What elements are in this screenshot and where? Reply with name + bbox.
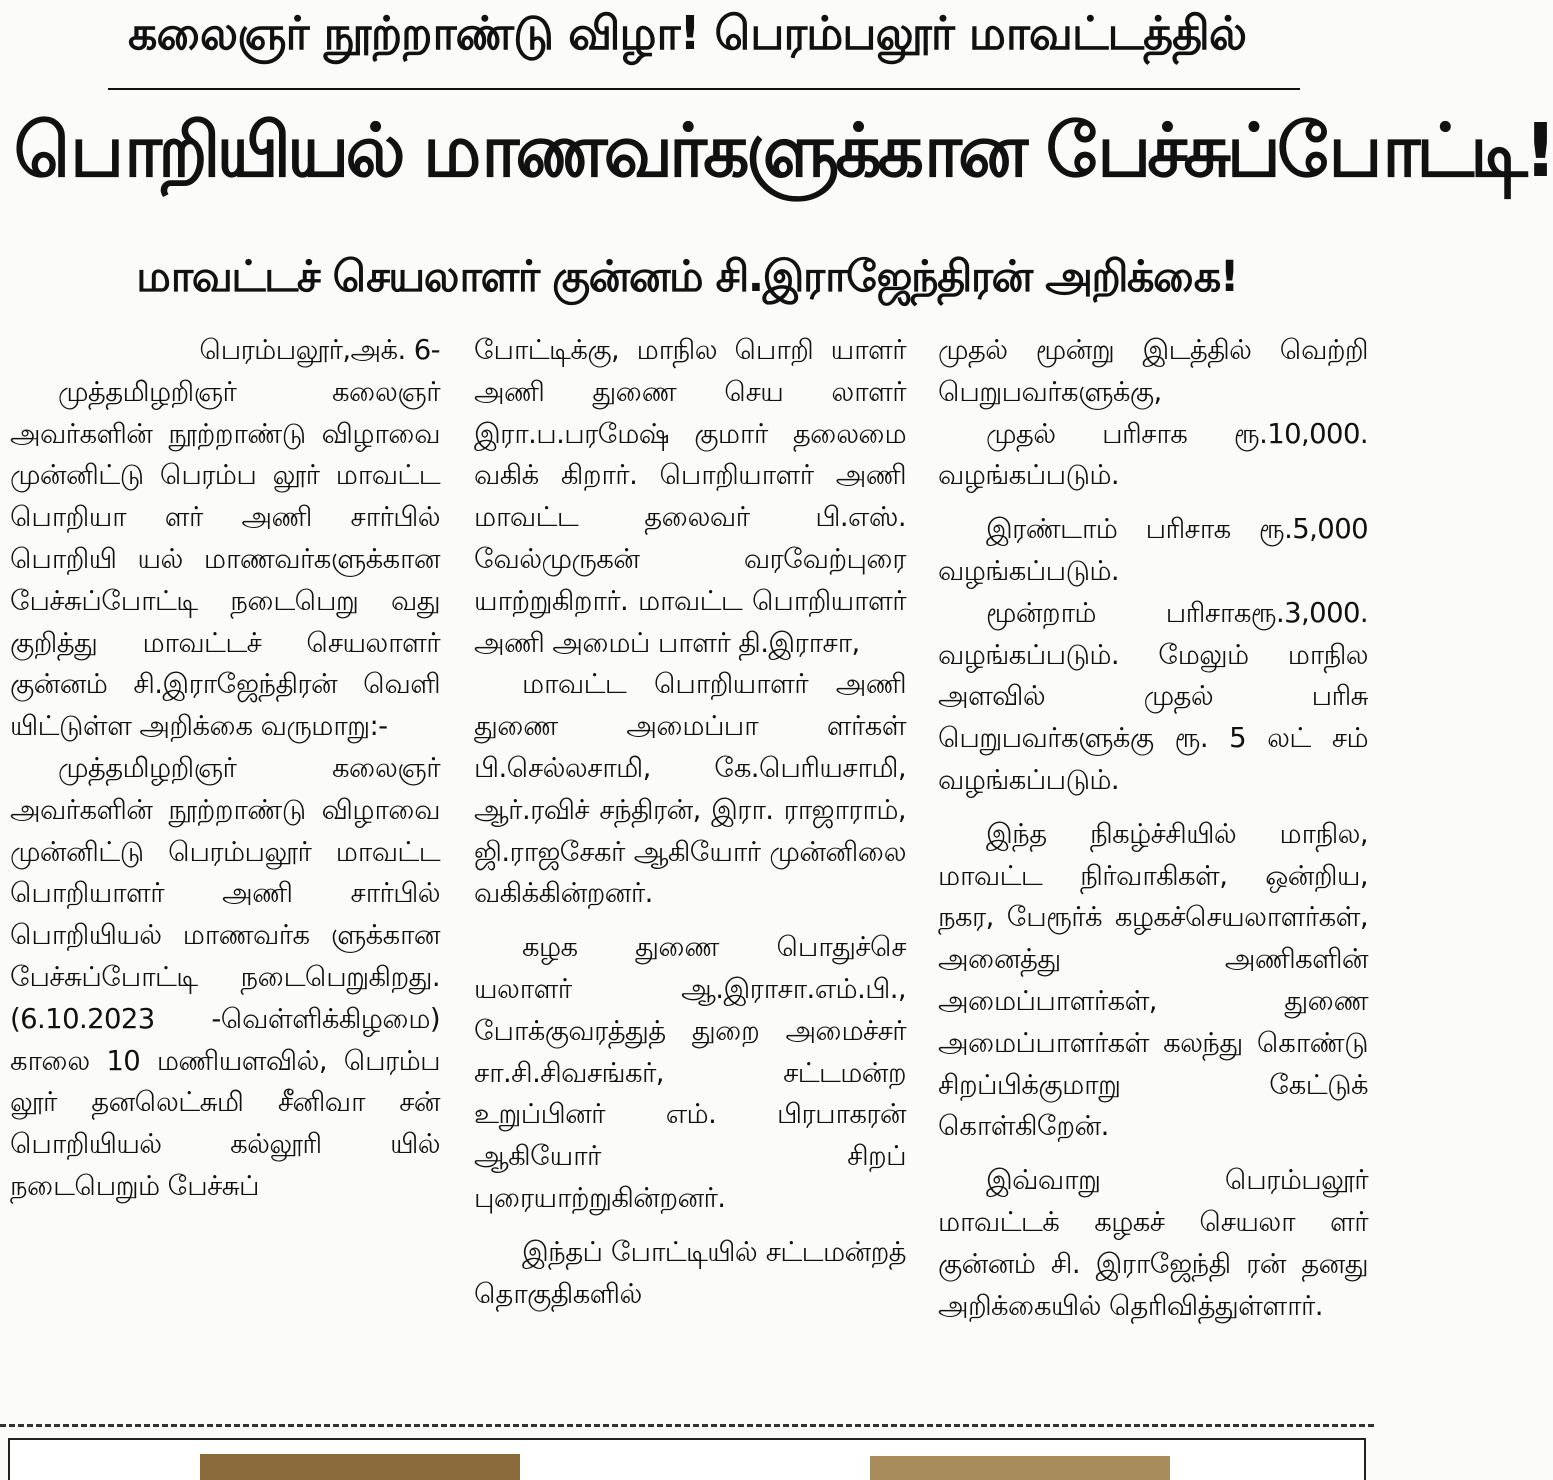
section-divider	[0, 1424, 1374, 1427]
paragraph: மாவட்ட பொறியாளர் அணி துணை அமைப்பா ளர்கள் பி.செல்லசாமி, கே.பெரியசாமி, ஆர்.ரவிச் சந்திரன், இரா. ராஜாராம், ஜி.ராஜசேகர் ஆகியோர் முன்னிலை வகிக்கின்றனர்.	[474, 668, 906, 910]
paragraph: முத்தமிழறிஞர் கலைஞர் அவர்களின் நூற்றாண்டு விழாவை முன்னிட்டு பெரம்ப லூர் மாவட்ட பொறியா ளர் அணி சார்பில் பொறியி யல் மாணவர்களுக்கான பேச்சுப்போட்டி நடைபெறு வது குறித்து மாவட்டச் செயலாளர் குன்னம் சி.இராஜேந்திரன் வெளி யிட்டுள்ள அறிக்கை வருமாறு:-	[10, 375, 440, 743]
paragraph: இந்தப் போட்டியில் சட்டமன்றத் தொகுதிகளில்	[474, 1235, 906, 1310]
next-article-photo	[870, 1456, 1170, 1480]
paragraph: மூன்றாம் பரிசாகரூ.3,000. வழங்கப்படும். மேலும் மாநில அளவில் முதல் பரிசு பெறுபவர்களுக்கு ரூ. 5 லட் சம் வழங்கப்படும்.	[938, 596, 1368, 796]
article-column-1	[10, 330, 440, 1420]
main-headline: பொறியியல் மாணவர்களுக்கான பேச்சுப்போட்டி!	[13, 108, 1553, 194]
dateline: பெரம்பலூர்,அக். 6-	[199, 334, 440, 366]
kicker-headline: கலைஞர் நூற்றாண்டு விழா! பெரம்பலூர் மாவட்டத்தில்	[127, 6, 1247, 60]
paragraph: முதல் பரிசாக ரூ.10,000. வழங்கப்படும்.	[938, 417, 1368, 492]
subheadline: மாவட்டச் செயலாளர் குன்னம் சி.இராஜேந்திரன் அறிக்கை!	[136, 252, 1238, 302]
paragraph: முதல் மூன்று இடத்தில் வெற்றி பெறுபவர்களுக்கு,	[938, 334, 1368, 408]
next-article-photo	[200, 1454, 520, 1480]
paragraph: இந்த நிகழ்ச்சியில் மாநில, மாவட்ட நிர்வாகிகள், ஒன்றிய, நகர, பேரூர்க் கழகச்செயலாளர்கள், அனைத்து அணிகளின் அமைப்பாளர்கள், துணை அமைப்பாளர்கள் கலந்து கொண்டு சிறப்பிக்குமாறு கேட்டுக் கொள்கிறேன்.	[938, 817, 1368, 1143]
paragraph: போட்டிக்கு, மாநில பொறி யாளர் அணி துணை செய லாளர் இரா.ப.பரமேஷ் குமார் தலைமை வகிக் கிறார். பொறியாளர் அணி மாவட்ட தலைவர் பி.எஸ். வேல்முருகன் வரவேற்புரை யாற்றுகிறார். மாவட்ட பொறியாளர் அணி அமைப் பாளர் தி.இராசா,	[474, 334, 906, 659]
article-column-3	[938, 330, 1368, 1420]
article-column-2	[474, 330, 906, 1420]
paragraph: இவ்வாறு பெரம்பலூர் மாவட்டக் கழகச் செயலா ளர் குன்னம் சி. இராஜேந்தி ரன் தனது அறிக்கையில் தெரிவித்துள்ளார்.	[938, 1164, 1368, 1322]
headline-rule	[108, 88, 1300, 90]
paragraph: கழக துணை பொதுச்செ யலாளர் ஆ.இராசா.எம்.பி., போக்குவரத்துத் துறை அமைச்சர் சா.சி.சிவசங்கர், சட்டமன்ற உறுப்பினர் எம். பிரபாகரன் ஆகியோர் சிறப் புரையாற்றுகின்றனர்.	[474, 931, 906, 1214]
paragraph: முத்தமிழறிஞர் கலைஞர் அவர்களின் நூற்றாண்டு விழாவை முன்னிட்டு பெரம்பலூர் மாவட்ட பொறியாளர் அணி சார்பில் பொறியியல் மாணவர்க ளுக்கான பேச்சுப்போட்டி நடைபெறுகிறது. (6.10.2023 -வெள்ளிக்கிழமை) காலை 10 மணியளவில், பெரம்ப லூர் தனலெட்சுமி சீனிவா சன் பொறியியல் கல்லூரி யில் நடைபெறும் பேச்சுப்	[10, 751, 440, 1202]
next-article-frame	[8, 1438, 1366, 1480]
paragraph: இரண்டாம் பரிசாக ரூ.5,000 வழங்கப்படும்.	[938, 513, 1368, 587]
